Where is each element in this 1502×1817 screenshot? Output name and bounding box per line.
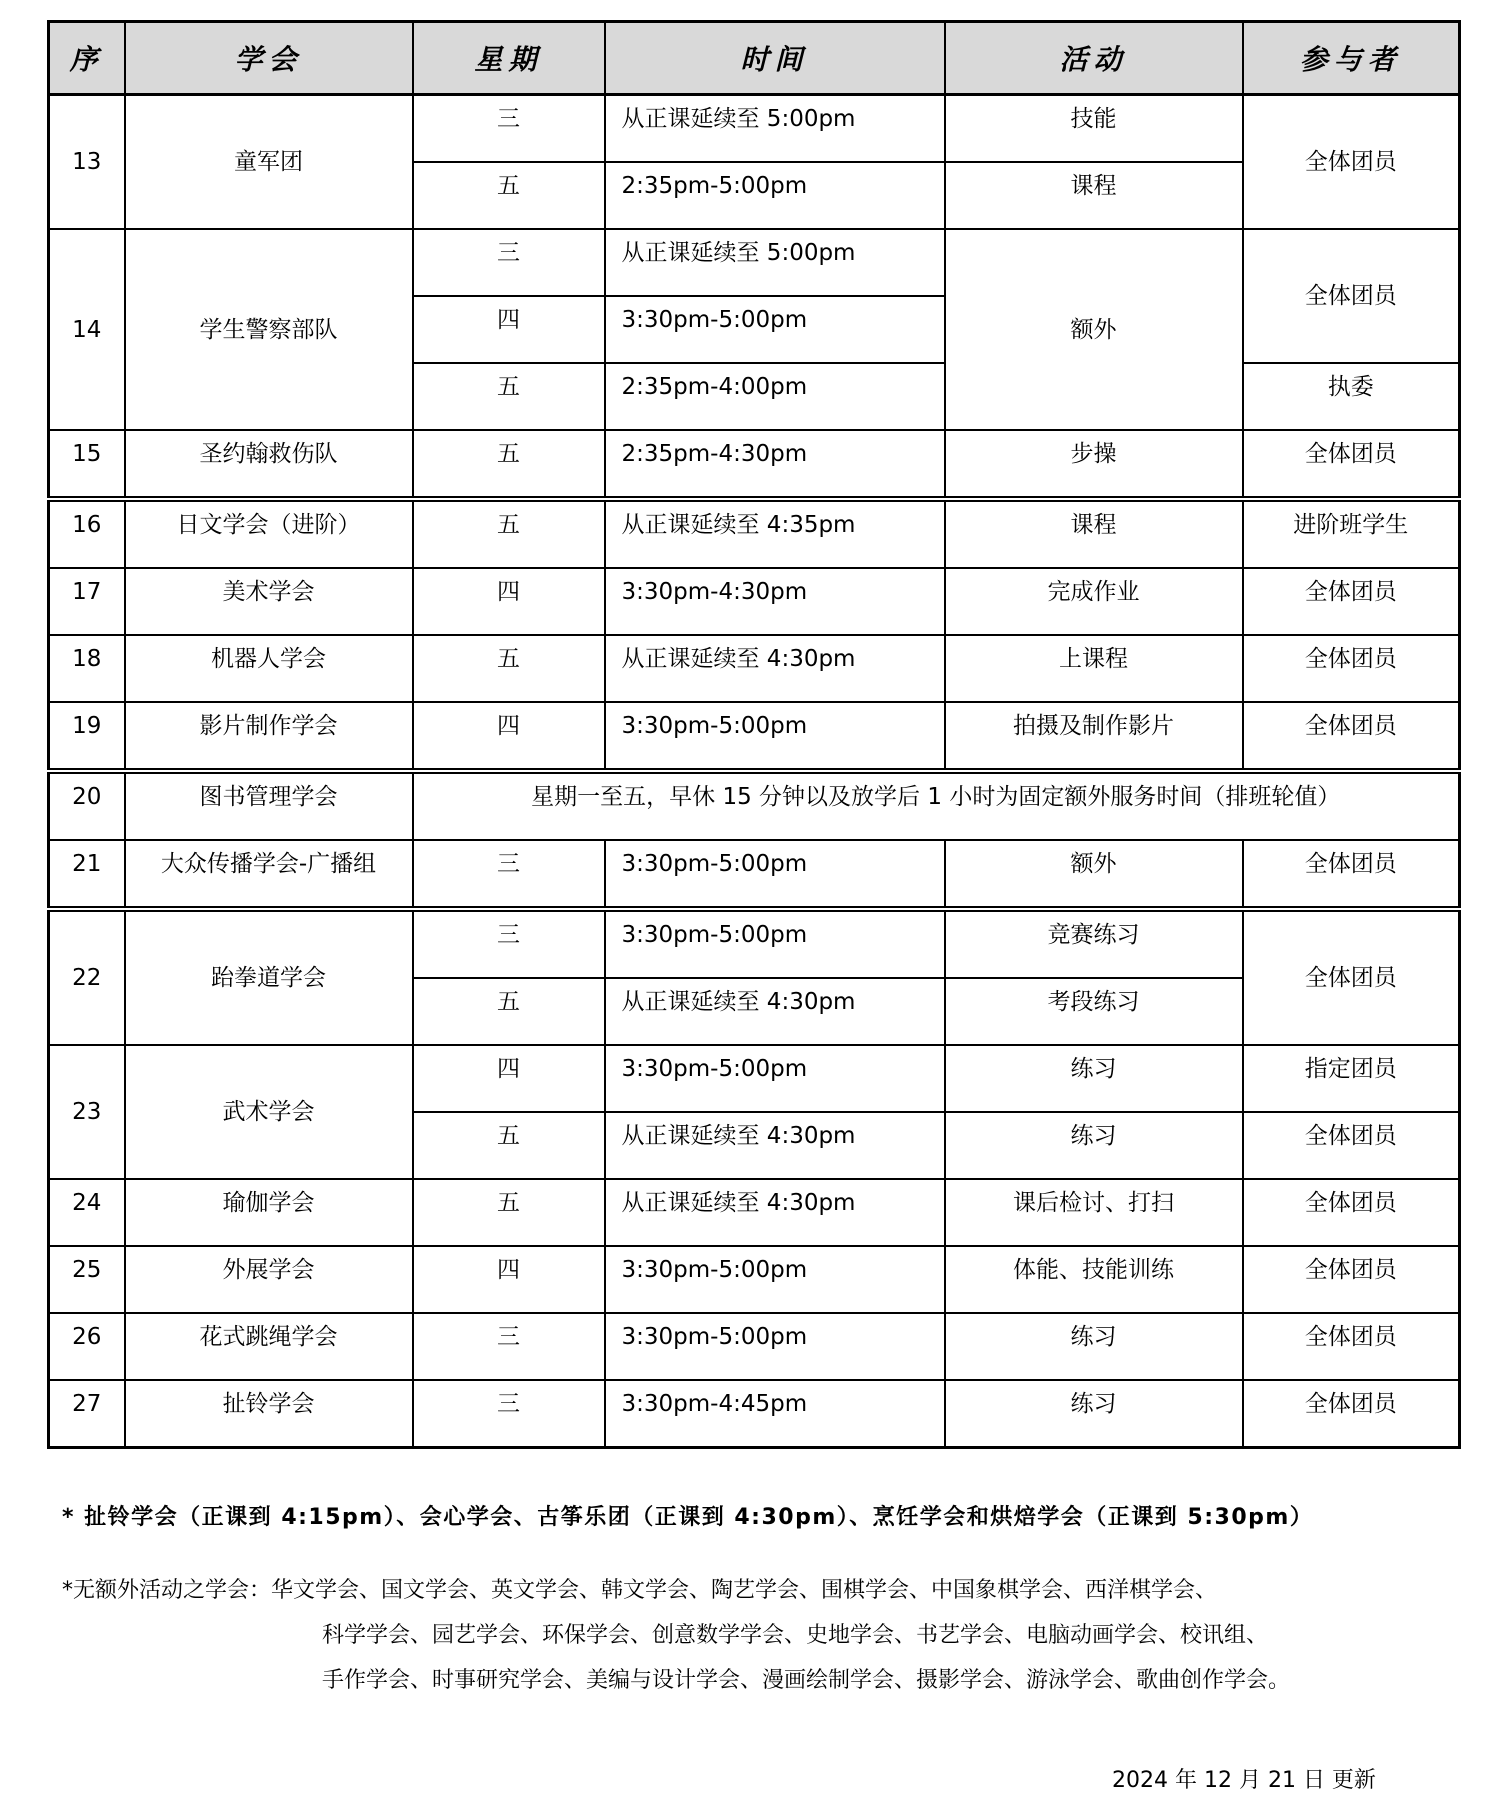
- row-number: 26: [49, 1313, 125, 1380]
- table-row: [49, 430, 1460, 499]
- day-cell: 五: [413, 978, 605, 1045]
- time-cell: 3:30pm-5:00pm: [605, 840, 945, 909]
- table-row: [49, 1380, 1460, 1448]
- activity-cell: 课程: [945, 499, 1243, 568]
- club-name: 外展学会: [125, 1246, 413, 1313]
- time-cell: 从正课延续至 4:30pm: [605, 1112, 945, 1179]
- row-number: 15: [49, 430, 125, 499]
- club-name: 跆拳道学会: [125, 909, 413, 1045]
- activity-cell: 体能、技能训练: [945, 1246, 1243, 1313]
- service-note-cell: 星期一至五，早休 15 分钟以及放学后 1 小时为固定额外服务时间（排班轮值）: [413, 771, 1460, 840]
- header-activity: 活动: [945, 22, 1243, 95]
- last-updated-date: 2024 年 12 月 21 日 更新: [1112, 1768, 1376, 1793]
- day-cell: 五: [413, 1179, 605, 1246]
- club-name: 机器人学会: [125, 635, 413, 702]
- header-no: 序: [49, 22, 125, 95]
- participants-cell: 全体团员: [1243, 1246, 1460, 1313]
- time-cell: 3:30pm-5:00pm: [605, 296, 945, 363]
- activity-cell: 练习: [945, 1313, 1243, 1380]
- participants-cell: 全体团员: [1243, 1313, 1460, 1380]
- table-row: [49, 909, 1460, 978]
- table-row: [49, 702, 1460, 771]
- time-cell: 2:35pm-4:30pm: [605, 430, 945, 499]
- participants-cell: 指定团员: [1243, 1045, 1460, 1112]
- day-cell: 三: [413, 1380, 605, 1448]
- club-name: 花式跳绳学会: [125, 1313, 413, 1380]
- activity-cell: 练习: [945, 1380, 1243, 1448]
- day-cell: 四: [413, 702, 605, 771]
- club-name: 瑜伽学会: [125, 1179, 413, 1246]
- club-name: 童军团: [125, 95, 413, 230]
- day-cell: 三: [413, 95, 605, 163]
- activity-cell: 步操: [945, 430, 1243, 499]
- table-row: [49, 499, 1460, 568]
- participants-cell: 全体团员: [1243, 635, 1460, 702]
- club-name: 影片制作学会: [125, 702, 413, 771]
- time-cell: 从正课延续至 4:30pm: [605, 635, 945, 702]
- activity-cell: 练习: [945, 1045, 1243, 1112]
- day-cell: 五: [413, 635, 605, 702]
- club-name: 日文学会（进阶）: [125, 499, 413, 568]
- extended-class-note: * 扯铃学会（正课到 4:15pm）、会心学会、古筝乐团（正课到 4:30pm）、烹饪学会和烘焙学会（正课到 5:30pm）: [62, 1505, 1314, 1530]
- activity-cell: 练习: [945, 1112, 1243, 1179]
- row-number: 27: [49, 1380, 125, 1448]
- club-name: 武术学会: [125, 1045, 413, 1179]
- activity-cell: 上课程: [945, 635, 1243, 702]
- row-number: 19: [49, 702, 125, 771]
- activity-cell: 拍摄及制作影片: [945, 702, 1243, 771]
- participants-cell: 进阶班学生: [1243, 499, 1460, 568]
- no-extra-clubs-1: 华文学会、国文学会、英文学会、韩文学会、陶艺学会、围棋学会、中国象棋学会、西洋棋学会、: [271, 1578, 1218, 1603]
- day-cell: 三: [413, 840, 605, 909]
- participants-cell: 全体团员: [1243, 909, 1460, 1045]
- participants-cell: 全体团员: [1243, 430, 1460, 499]
- day-cell: 五: [413, 430, 605, 499]
- participants-cell: 执委: [1243, 363, 1460, 430]
- row-number: 14: [49, 229, 125, 430]
- header-club: 学会: [125, 22, 413, 95]
- row-number: 23: [49, 1045, 125, 1179]
- activity-cell: 课程: [945, 162, 1243, 229]
- day-cell: 五: [413, 1112, 605, 1179]
- activity-cell: 课后检讨、打扫: [945, 1179, 1243, 1246]
- participants-cell: 全体团员: [1243, 1112, 1460, 1179]
- participants-cell: 全体团员: [1243, 702, 1460, 771]
- day-cell: 三: [413, 1313, 605, 1380]
- club-name: 大众传播学会-广播组: [125, 840, 413, 909]
- participants-cell: 全体团员: [1243, 229, 1460, 363]
- activity-cell: 额外: [945, 840, 1243, 909]
- club-name: 美术学会: [125, 568, 413, 635]
- row-number: 20: [49, 771, 125, 840]
- time-cell: 从正课延续至 4:35pm: [605, 499, 945, 568]
- row-number: 16: [49, 499, 125, 568]
- row-number: 18: [49, 635, 125, 702]
- club-name: 学生警察部队: [125, 229, 413, 430]
- day-cell: 四: [413, 296, 605, 363]
- row-number: 24: [49, 1179, 125, 1246]
- activity-cell: 竞赛练习: [945, 909, 1243, 978]
- day-cell: 四: [413, 1045, 605, 1112]
- table-header-row: [49, 22, 1460, 95]
- activity-cell: 考段练习: [945, 978, 1243, 1045]
- participants-cell: 全体团员: [1243, 1179, 1460, 1246]
- activity-cell: 技能: [945, 95, 1243, 163]
- row-number: 21: [49, 840, 125, 909]
- time-cell: 3:30pm-4:45pm: [605, 1380, 945, 1448]
- no-extra-label: *无额外活动之学会：: [62, 1578, 272, 1603]
- time-cell: 2:35pm-5:00pm: [605, 162, 945, 229]
- time-cell: 从正课延续至 4:30pm: [605, 978, 945, 1045]
- time-cell: 2:35pm-4:00pm: [605, 363, 945, 430]
- header-time: 时间: [605, 22, 945, 95]
- time-cell: 3:30pm-4:30pm: [605, 568, 945, 635]
- day-cell: 三: [413, 909, 605, 978]
- table-row: [49, 1246, 1460, 1313]
- day-cell: 五: [413, 363, 605, 430]
- day-cell: 四: [413, 1246, 605, 1313]
- header-day: 星期: [413, 22, 605, 95]
- club-name: 圣约翰救伤队: [125, 430, 413, 499]
- time-cell: 3:30pm-5:00pm: [605, 1246, 945, 1313]
- time-cell: 3:30pm-5:00pm: [605, 909, 945, 978]
- activity-cell: 完成作业: [945, 568, 1243, 635]
- time-cell: 3:30pm-5:00pm: [605, 1045, 945, 1112]
- table-row: [49, 635, 1460, 702]
- row-number: 17: [49, 568, 125, 635]
- activity-cell: 额外: [945, 229, 1243, 430]
- table-row: [49, 1045, 1460, 1112]
- table-row: [49, 1313, 1460, 1380]
- table-row: [49, 568, 1460, 635]
- club-name: 图书管理学会: [125, 771, 413, 840]
- no-extra-line-1: [62, 1568, 1290, 1613]
- no-extra-activity-note: [62, 1568, 1290, 1703]
- day-cell: 四: [413, 568, 605, 635]
- row-number: 22: [49, 909, 125, 1045]
- day-cell: 五: [413, 499, 605, 568]
- table-row: [49, 840, 1460, 909]
- participants-cell: 全体团员: [1243, 1380, 1460, 1448]
- participants-cell: 全体团员: [1243, 568, 1460, 635]
- header-participants: 参与者: [1243, 22, 1460, 95]
- club-name: 扯铃学会: [125, 1380, 413, 1448]
- time-cell: 从正课延续至 5:00pm: [605, 95, 945, 163]
- row-number: 13: [49, 95, 125, 230]
- participants-cell: 全体团员: [1243, 840, 1460, 909]
- day-cell: 五: [413, 162, 605, 229]
- table-row: [49, 771, 1460, 840]
- table-row: [49, 229, 1460, 296]
- no-extra-line-2: 科学学会、园艺学会、环保学会、创意数学学会、史地学会、书艺学会、电脑动画学会、校讯组、: [322, 1623, 1269, 1648]
- row-number: 25: [49, 1246, 125, 1313]
- time-cell: 3:30pm-5:00pm: [605, 702, 945, 771]
- table-row: [49, 1179, 1460, 1246]
- no-extra-line-3: 手作学会、时事研究学会、美编与设计学会、漫画绘制学会、摄影学会、游泳学会、歌曲创作学会。: [322, 1668, 1291, 1693]
- time-cell: 3:30pm-5:00pm: [605, 1313, 945, 1380]
- day-cell: 三: [413, 229, 605, 296]
- time-cell: 从正课延续至 5:00pm: [605, 229, 945, 296]
- participants-cell: 全体团员: [1243, 95, 1460, 230]
- time-cell: 从正课延续至 4:30pm: [605, 1179, 945, 1246]
- club-schedule-table: [47, 20, 1461, 1449]
- table-row: [49, 95, 1460, 163]
